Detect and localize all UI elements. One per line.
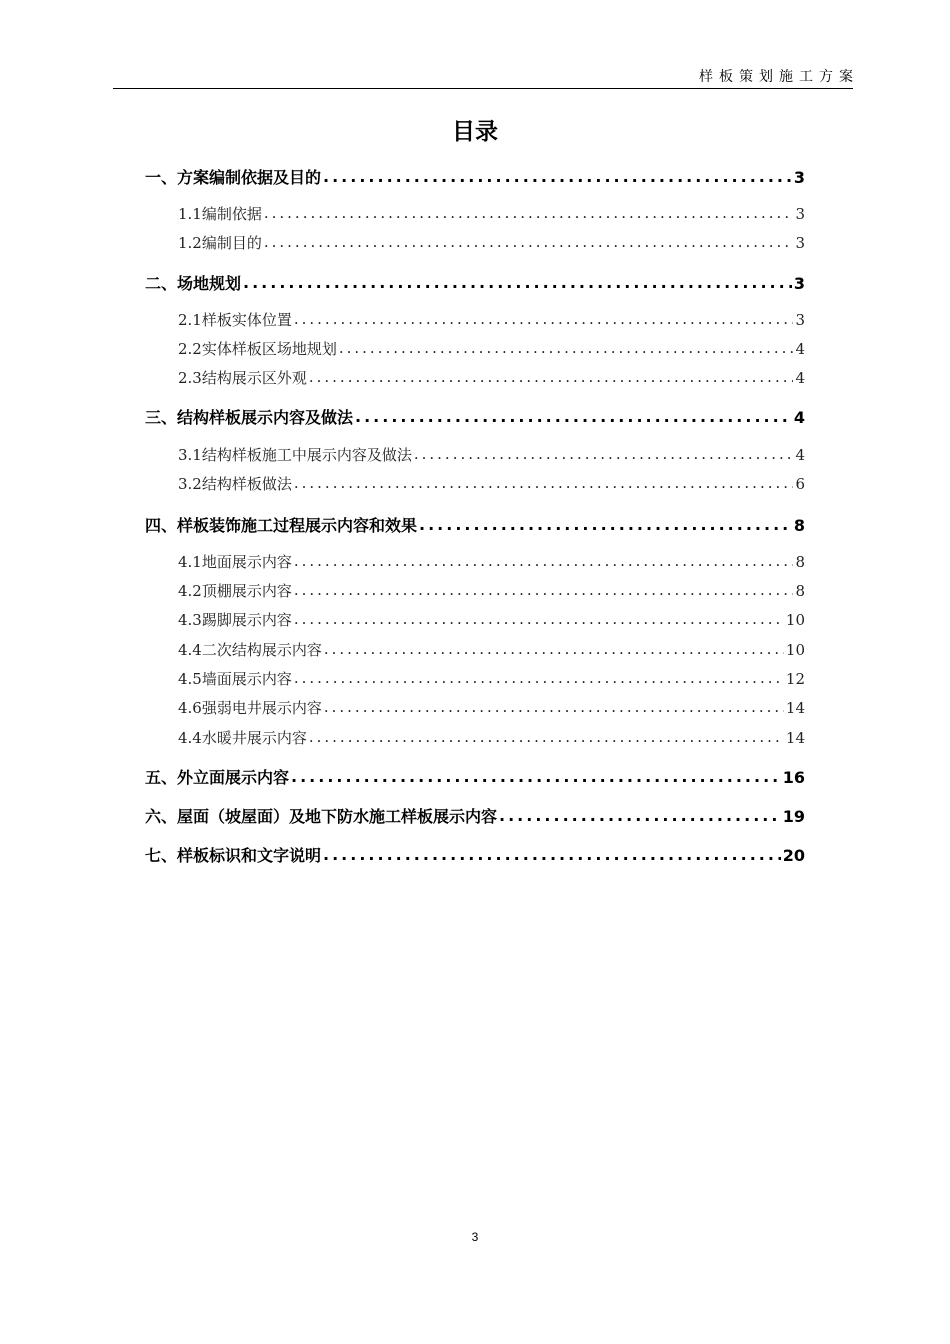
toc-entry-section[interactable] (178, 367, 805, 389)
toc-entry-chapter[interactable] (145, 271, 805, 295)
toc-leader-dots (264, 204, 794, 219)
toc-entry-chapter[interactable] (145, 405, 805, 429)
toc-entry-title: 4.5墙面展示内容 (178, 670, 292, 688)
toc-entry-title: 1.2编制目的 (178, 234, 262, 252)
toc-entry-title: 4.4二次结构展示内容 (178, 641, 322, 659)
toc-entry-page: 4 (795, 340, 805, 358)
toc-entry-title: 2.1样板实体位置 (178, 311, 292, 329)
toc-entry-section[interactable] (178, 338, 805, 360)
toc-entry-chapter[interactable] (145, 165, 805, 189)
toc-entry-page: 3 (795, 205, 805, 223)
toc-entry-title: 二、场地规划 (145, 274, 242, 293)
toc-entry-title: 七、样板标识和文字说明 (145, 846, 322, 865)
toc-entry-title: 4.2顶棚展示内容 (178, 582, 292, 600)
toc-entry-section[interactable] (178, 697, 805, 719)
toc-leader-dots (243, 273, 792, 289)
toc-entry-title: 3.1结构样板施工中展示内容及做法 (178, 446, 412, 464)
toc-entry-section[interactable] (178, 609, 805, 631)
toc-entry-page: 20 (782, 846, 805, 865)
toc-leader-dots (323, 845, 781, 861)
toc-entry-title: 2.2实体样板区场地规划 (178, 340, 337, 358)
toc-entry-page: 3 (793, 274, 805, 293)
toc-entry-page: 8 (793, 516, 805, 535)
toc-entry-chapter[interactable] (145, 843, 805, 867)
toc-entry-page: 10 (785, 611, 805, 629)
toc-entry-section[interactable] (178, 232, 805, 254)
toc-leader-dots (324, 698, 784, 713)
toc-title: 目录 (452, 119, 498, 145)
toc-entry-page: 14 (785, 699, 805, 717)
toc-entry-page: 3 (793, 168, 805, 187)
toc-entry-page: 16 (782, 768, 805, 787)
toc-leader-dots (309, 368, 794, 383)
toc-entry-title: 4.4水暖井展示内容 (178, 729, 307, 747)
toc-entry-page: 4 (795, 369, 805, 387)
toc-leader-dots (294, 310, 794, 325)
toc-entry-page: 14 (785, 729, 805, 747)
toc-entry-chapter[interactable] (145, 804, 805, 828)
toc-leader-dots (419, 515, 792, 531)
toc-entry-title: 五、外立面展示内容 (145, 768, 290, 787)
toc-leader-dots (414, 445, 794, 460)
toc-entry-page: 19 (782, 807, 805, 826)
toc-entry-page: 8 (795, 553, 805, 571)
toc-entry-page: 12 (785, 670, 805, 688)
toc-entry-page: 3 (795, 311, 805, 329)
toc-leader-dots (339, 339, 794, 354)
toc-entry-page: 3 (795, 234, 805, 252)
toc-entry-section[interactable] (178, 580, 805, 602)
toc-entry-section[interactable] (178, 551, 805, 573)
toc-entry-section[interactable] (178, 444, 805, 466)
toc-leader-dots (294, 581, 794, 596)
toc-leader-dots (355, 407, 792, 423)
toc-entry-page: 8 (795, 582, 805, 600)
toc-leader-dots (499, 806, 781, 822)
toc-entry-title: 六、屋面（坡屋面）及地下防水施工样板展示内容 (145, 807, 498, 826)
toc-entry-page: 4 (793, 408, 805, 427)
toc-entry-title: 四、样板装饰施工过程展示内容和效果 (145, 516, 418, 535)
toc-entry-title: 2.3结构展示区外观 (178, 369, 307, 387)
toc-leader-dots (264, 233, 794, 248)
toc-entry-section[interactable] (178, 309, 805, 331)
toc-entry-title: 4.3踢脚展示内容 (178, 611, 292, 629)
toc-leader-dots (323, 167, 792, 183)
toc-entry-title: 4.6强弱电井展示内容 (178, 699, 322, 717)
toc-entry-section[interactable] (178, 639, 805, 661)
header-title: 样板策划施工方案 (699, 69, 859, 85)
toc-leader-dots (294, 552, 794, 567)
toc-entry-section[interactable] (178, 668, 805, 690)
toc-entry-page: 10 (785, 641, 805, 659)
toc-entry-title: 一、方案编制依据及目的 (145, 168, 322, 187)
toc-entry-title: 1.1编制依据 (178, 205, 262, 223)
toc-entry-section[interactable] (178, 727, 805, 749)
toc-entry-chapter[interactable] (145, 513, 805, 537)
toc-entry-section[interactable] (178, 203, 805, 225)
toc-entry-title: 3.2结构样板做法 (178, 475, 292, 493)
toc-leader-dots (309, 728, 784, 743)
toc-entry-page: 6 (795, 475, 805, 493)
toc-leader-dots (291, 767, 781, 783)
toc-leader-dots (294, 474, 794, 489)
toc-entry-page: 4 (795, 446, 805, 464)
page-number: 3 (471, 1230, 479, 1244)
toc-leader-dots (324, 640, 784, 655)
toc-entry-title: 三、结构样板展示内容及做法 (145, 408, 354, 427)
toc-entry-title: 4.1地面展示内容 (178, 553, 292, 571)
toc-leader-dots (294, 669, 784, 684)
toc-entry-section[interactable] (178, 473, 805, 495)
toc-leader-dots (294, 610, 784, 625)
toc-entry-chapter[interactable] (145, 765, 805, 789)
